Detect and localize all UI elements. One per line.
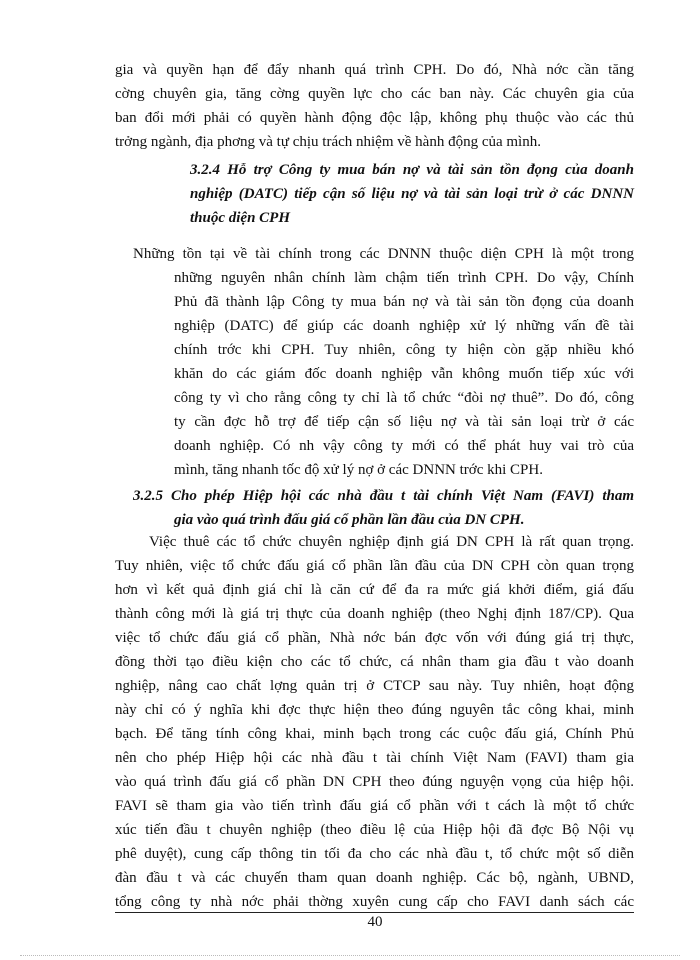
heading-line: 3.2.5 Cho phép Hiệp hội các nhà đầu t tài chính Việt Nam (FAVI) tham <box>133 488 634 504</box>
text-line: vào quá trình đấu giá cổ phần DN CPH theo đúng nguyện vọng của hiệp hội. <box>115 774 634 790</box>
text-line: nghiệp, nâng cao chất lợng quản trị ở CTCP sau này. Tuy nhiên, hoạt động <box>115 678 634 694</box>
text-line: xúc tiến đầu t chuyên nghiệp (theo điều lệ của Hiệp hội đã đợc Bộ Nội vụ <box>115 822 634 838</box>
footer-divider <box>115 912 634 913</box>
text-line: ban đổi mới phải có quyền hành động độc lập, không phụ thuộc vào các thủ <box>115 110 634 126</box>
text-line: Những tồn tại về tài chính trong các DNNN thuộc diện CPH là một trong <box>133 246 634 262</box>
text-line: FAVI sẽ tham gia vào tiến trình đấu giá cổ phần với t cách là một tổ chức <box>115 798 634 814</box>
text-line: Việc thuê các tổ chức chuyên nghiệp định giá DN CPH là rất quan trọng. <box>149 534 634 550</box>
text-line: đồng thời tạo điều kiện cho các tổ chức, cá nhân tham gia đầu t vào doanh <box>115 654 634 670</box>
text-line: phê duyệt), cung cấp thông tin tối đa cho các nhà đầu t, tổ chức một số diễn <box>115 846 634 862</box>
text-line: bạch. Để tăng tính công khai, minh bạch trong các cuộc đấu giá, Chính Phủ <box>115 726 634 742</box>
text-line: gia và quyền hạn để đẩy nhanh quá trình CPH. Do đó, Nhà nớc cần tăng <box>115 62 634 78</box>
text-line: Phủ đã thành lập Công ty mua bán nợ và tài sản tồn đọng của doanh <box>174 294 634 310</box>
text-line: mình, tăng nhanh tốc độ xử lý nợ ở các DNNN trớc khi CPH. <box>174 462 543 478</box>
page-number: 40 <box>367 914 383 930</box>
text-line: tổng công ty nhà nớc phải thờng xuyên cung cấp cho FAVI danh sách các <box>115 894 634 910</box>
heading-line: gia vào quá trình đấu giá cổ phần lần đầu của DN CPH. <box>174 512 525 528</box>
text-line: trởng ngành, địa phơng và tự chịu trách nhiệm về hành động của mình. <box>115 134 541 150</box>
text-line: nghiệp (DATC) để giúp các doanh nghiệp xử lý những vấn đề tài <box>174 318 634 334</box>
heading-line: nghiệp (DATC) tiếp cận số liệu nợ và tài sản loại trừ ở các DNNN <box>190 186 634 202</box>
text-line: chính trớc khi CPH. Tuy nhiên, công ty hiện còn gặp nhiều khó <box>174 342 634 358</box>
text-line: những nguyên nhân chính làm chậm tiến trình CPH. Do vậy, Chính <box>174 270 634 286</box>
text-line: doanh nghiệp. Có nh vậy công ty mới có thể phát huy vai trò của <box>174 438 634 454</box>
text-line: này chỉ có ý nghĩa khi đợc thực hiện theo đúng nguyên tắc công khai, minh <box>115 702 634 718</box>
text-line: thành công mới là giá trị thực của doanh nghiệp (theo Nghị định 187/CP). Qua <box>115 606 634 622</box>
text-line: Tuy nhiên, việc tổ chức đấu giá cổ phần lần đầu của DN CPH còn quan trọng <box>115 558 634 574</box>
text-line: việc tổ chức đấu giá cổ phần, Nhà nớc bán đợc vốn với đúng giá trị thực, <box>115 630 634 646</box>
text-line: cờng chuyên gia, tăng cờng quyền lực cho các ban này. Các chuyên gia của <box>115 86 634 102</box>
heading-line: thuộc diện CPH <box>190 210 291 226</box>
text-line: hơn vì kết quả định giá chỉ là căn cứ để đa ra mức giá khởi điểm, giá đấu <box>115 582 634 598</box>
text-line: ty cần đợc hỗ trợ để tiếp cận số liệu nợ và tài sản loại trừ ở các <box>174 414 634 430</box>
text-line: công ty vì cho rằng công ty chỉ là tổ chức “đòi nợ thuê”. Do đó, công <box>174 390 634 406</box>
text-line: đàn đầu t và các chuyến tham quan doanh nghiệp. Các bộ, ngành, UBND, <box>115 870 634 886</box>
text-line: khăn do các giám đốc doanh nghiệp vẫn không muốn tiếp xúc với <box>174 366 634 382</box>
heading-line: 3.2.4 Hỗ trợ Công ty mua bán nợ và tài sản tồn đọng của doanh <box>190 162 634 178</box>
page-bottom-dotted-border <box>20 955 680 956</box>
text-line: nên cho phép Hiệp hội các nhà đầu t tài chính Việt Nam (FAVI) tham gia <box>115 750 634 766</box>
